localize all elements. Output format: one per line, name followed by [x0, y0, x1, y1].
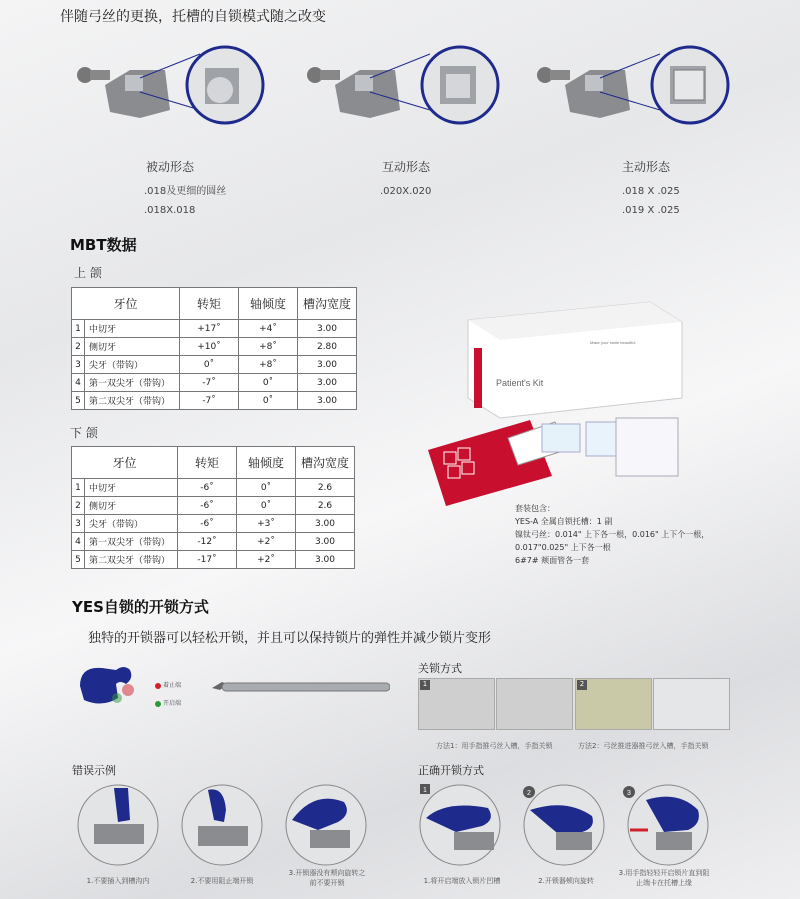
correct-step-number-2: 2	[527, 790, 531, 797]
table-row: 3 尖牙（带钩） 0˚ +8˚ 3.00	[72, 356, 357, 374]
legend-open-end: 开启端	[163, 700, 182, 707]
close-step-number-2: 2	[577, 680, 587, 690]
correct-caption-2: 2.开锁器颊向旋转	[538, 877, 594, 885]
table-row: 4 第一双尖牙（带钩） -12˚ +2˚ 3.00	[72, 533, 355, 551]
close-photo-2b	[653, 678, 730, 730]
lower-table	[71, 446, 355, 569]
correct-step-number-1: 1	[423, 787, 427, 794]
mbt-title: MBT数据	[70, 236, 137, 254]
mode-active-wire-2: .019 X .025	[622, 205, 680, 216]
mode-interactive-wire-1: .020X.020	[380, 186, 432, 197]
wrong-examples-illustrations	[74, 780, 372, 872]
upper-jaw-label: 上 颌	[74, 266, 102, 280]
correct-step-number-3: 3	[627, 790, 631, 797]
correct-caption-3: 3.用手指轻轻开启锁片直到阻止端卡在托槽上缘	[618, 869, 710, 887]
correct-unlock-title: 正确开锁方式	[418, 764, 484, 777]
lower-header-tooth: 牙位	[72, 447, 178, 479]
upper-header-slot: 槽沟宽度	[298, 288, 357, 320]
table-row: 5 第二双尖牙（带钩） -7˚ 0˚ 3.00	[72, 392, 357, 410]
upper-header-torque: 转矩	[180, 288, 239, 320]
legend-stop-end: 着止端	[163, 682, 182, 689]
wrong-examples-title: 错误示例	[72, 764, 116, 777]
patient-kit-product-photo	[420, 300, 692, 515]
table-row: 1 中切牙 -6˚ 0˚ 2.6	[72, 479, 355, 497]
unlock-subtitle: 独特的开锁器可以轻松开锁，并且可以保持锁片的弹性并减少锁片变形	[88, 631, 492, 646]
upper-header-tooth: 牙位	[72, 288, 180, 320]
kit-line-1: 套装包含：	[515, 504, 555, 513]
kit-box-slogan: Make your smile beautiful	[590, 340, 636, 345]
lower-jaw-label: 下 颌	[70, 426, 98, 440]
kit-contents	[515, 502, 709, 567]
bracket-interactive-illustration	[300, 40, 500, 130]
correct-unlock-illustrations	[416, 780, 716, 872]
upper-table	[71, 287, 357, 410]
close-method-title: 关锁方式	[418, 662, 462, 675]
close-photo-1b	[496, 678, 573, 730]
kit-line-5: 6#7# 颊面管各一套	[515, 556, 590, 565]
mode-passive-wire-1: .018及更细的圆丝	[144, 186, 227, 197]
table-row: 5 第二双尖牙（带钩） -17˚ +2˚ 3.00	[72, 551, 355, 569]
close-caption-2: 方法2：弓丝推进器推弓丝入槽，手指关锁	[578, 742, 709, 750]
close-caption-1: 方法1：用手指推弓丝入槽，手指关锁	[436, 742, 553, 750]
kit-box-title: Patient's Kit	[496, 378, 544, 388]
kit-line-4: 0.017"0.025" 上下各一根	[515, 543, 611, 552]
mode-interactive-label: 互动形态	[382, 160, 431, 174]
table-row: 1 中切牙 +17˚ +4˚ 3.00	[72, 320, 357, 338]
table-row: 4 第一双尖牙（带钩） -7˚ 0˚ 3.00	[72, 374, 357, 392]
bracket-active-illustration	[530, 40, 730, 130]
lower-header-torque: 转矩	[178, 447, 237, 479]
kit-line-3: 镍钛弓丝：0.014" 上下各一根，0.016" 上下个一根，	[515, 530, 710, 539]
bracket-passive-illustration	[70, 40, 270, 130]
mode-active-wire-1: .018 X .025	[622, 186, 680, 197]
wrong-caption-3: 3.开锁器没有颊向旋转之前不要开锁	[288, 869, 366, 887]
mode-active-label: 主动形态	[622, 160, 671, 174]
lower-header-slot: 槽沟宽度	[296, 447, 355, 479]
upper-header-tip: 轴倾度	[239, 288, 298, 320]
wrong-caption-1: 1.不要插入到槽沟内	[86, 877, 150, 885]
unlocker-tool-illustration	[72, 658, 390, 718]
table-row: 3 尖牙（带钩） -6˚ +3˚ 3.00	[72, 515, 355, 533]
lower-header-tip: 轴倾度	[237, 447, 296, 479]
mode-passive-wire-2: .018X.018	[144, 205, 196, 216]
kit-line-2: YES-A 全属自锁托槽：1 副	[515, 517, 613, 526]
intro-text: 伴随弓丝的更换，托槽的自锁模式随之改变	[60, 9, 326, 25]
mode-passive-label: 被动形态	[146, 160, 195, 174]
table-row: 2 侧切牙 -6˚ 0˚ 2.6	[72, 497, 355, 515]
close-step-number-1: 1	[420, 680, 430, 690]
table-row: 2 侧切牙 +10˚ +8˚ 2.80	[72, 338, 357, 356]
unlock-title: YES自锁的开锁方式	[72, 598, 209, 616]
correct-caption-1: 1.将开启端放入锁片凹槽	[423, 877, 501, 885]
wrong-caption-2: 2.不要用阻止端开锁	[190, 877, 254, 885]
